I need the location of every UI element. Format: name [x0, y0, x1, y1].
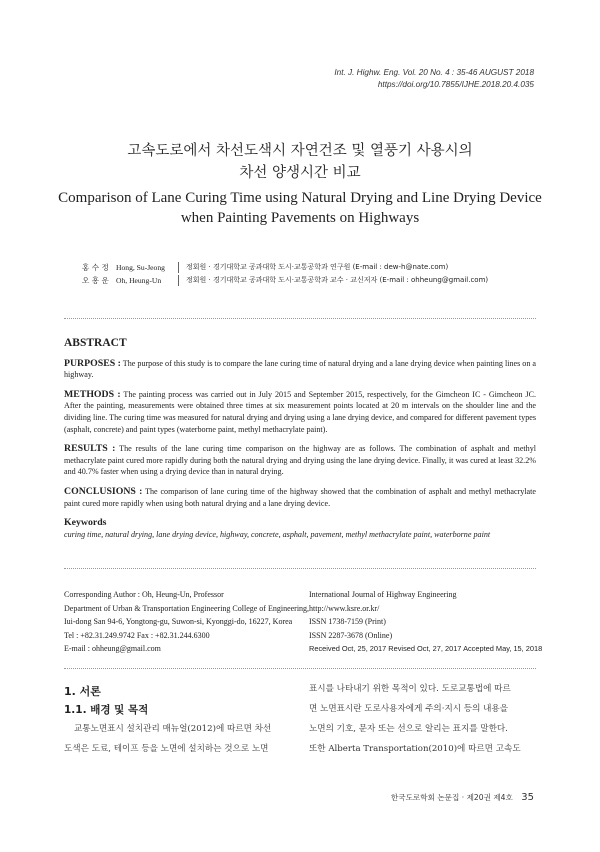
abstract-purposes — [64, 358, 536, 381]
title-english-line-1: Comparison of Lane Curing Time using Natural Drying and Line Drying Device — [58, 190, 542, 206]
abstract-methods — [64, 389, 536, 435]
footer-journal: 한국도로학회 논문집 · 제20권 제4호 — [390, 793, 513, 802]
author-list — [82, 261, 488, 287]
subsection-heading: 1.1. 배경 및 목적 — [64, 704, 149, 716]
divider-dotted — [64, 318, 536, 319]
journal-info-block — [309, 588, 543, 656]
purposes-label: PURPOSES : — [64, 357, 121, 369]
title-korean-line-2: 차선 양생시간 비교 — [239, 165, 361, 181]
body-column-left — [64, 720, 296, 759]
methods-text: The painting process was carried out in July 2015 and September 2015, respectively, for the Gimcheon IC - Gimcheon JC. After the painting, measurements were obtained three times at six measurement points located at 20 m intervals on the shoulder line and the dividing line. The curing time was measured for natural drying and drying using a lane drying device, and compared for different pavement types (asphalt, concrete) and paint types (waterborne paint, methyl methacrylate paint). — [64, 389, 536, 434]
section-heading: 1. 서론 — [64, 685, 101, 698]
body-line: 도색은 도료, 테이프 등을 노면에 설치하는 것으로 노면 — [64, 743, 269, 754]
corresponding-author: Corresponding Author : Oh, Heung-Un, Professor — [64, 590, 224, 599]
abstract-heading: ABSTRACT — [64, 337, 127, 349]
body-line: 노면의 기호, 문자 또는 선으로 알리는 표지를 말한다. — [309, 724, 508, 734]
author-affiliation: 정회원 · 경기대학교 공과대학 도시·교통공학과 연구원 (E-mail : dew-h@nate.com) — [186, 263, 449, 271]
corresponding-phone: Tel : +82.31.249.9742 Fax : +82.31.244.6300 — [64, 630, 210, 640]
author-divider — [178, 262, 179, 273]
body-line: 교통노면표시 설치관리 매뉴얼(2012)에 따르면 차선 — [74, 724, 272, 734]
results-label: RESULTS : — [64, 443, 116, 455]
journal-citation: Int. J. Highw. Eng. Vol. 20 No. 4 : 35-46 AUGUST 2018 — [334, 68, 534, 77]
conclusions-text: The comparison of lane curing time of the highway showed that the combination of asphalt and methyl methacrylate paint cured more rapidly when using both natural drying and a lane drying device. — [64, 486, 536, 508]
page-footer — [391, 792, 534, 803]
divider-dotted — [64, 668, 536, 669]
journal-url[interactable]: http://www.ksre.or.kr/ — [309, 603, 380, 613]
conclusions-label: CONCLUSIONS : — [64, 485, 143, 497]
abstract-conclusions — [64, 486, 536, 509]
author-row — [82, 261, 488, 274]
methods-label: METHODS : — [64, 388, 121, 400]
divider-dotted — [64, 568, 536, 569]
journal-header — [334, 67, 534, 91]
corresponding-dept: Department of Urban & Transportation Engineering College of Engineering, — [64, 603, 310, 613]
author-name-korean: 오 흥 운 — [82, 276, 109, 285]
title-korean-line-1: 고속도로에서 차선도색시 자연건조 및 열풍기 사용시의 — [127, 143, 473, 159]
author-name-english: Oh, Heung-Un — [116, 276, 162, 285]
corresponding-address: Iui-dong San 94-6, Yongtong-gu, Suwon-si, Kyonggi-do, 16227, Korea — [64, 617, 293, 627]
body-line: 표시를 나타내기 위한 목적이 있다. 도로교통법에 따르 — [309, 684, 511, 694]
keywords-text: curing time, natural drying, lane drying device, highway, concrete, asphalt, pavement, methyl methacrylate paint, waterborne paint — [64, 529, 491, 539]
author-divider — [178, 275, 179, 286]
body-column-right — [309, 679, 537, 759]
results-text: The results of the lane curing time comparison on the highway are as follows. The combination of asphalt and methyl methacrylate paint cured more rapidly during both the natural drying and drying using the lane drying device. Finally, it was cured at least 32.2% and 40.7% faster when using a drying device than in natural drying. — [64, 444, 536, 477]
issn-print: ISSN 1738-7159 (Print) — [309, 617, 386, 627]
title-english-line-2: when Painting Pavements on Highways — [180, 210, 420, 226]
journal-name: International Journal of Highway Engineering — [309, 590, 457, 599]
purposes-text: The purpose of this study is to compare the lane curing time of natural drying and a lane drying device when painting lines on a highway. — [64, 358, 536, 380]
correspondence-block — [64, 588, 310, 656]
corresponding-email[interactable]: E-mail : ohheung@gmail.com — [64, 644, 161, 654]
author-name-english: Hong, Su-Jeong — [116, 263, 165, 272]
body-line: 면 노면표시란 도로사용자에게 주의·지시 등의 내용을 — [309, 704, 509, 714]
body-line: 또한 Alberta Transportation(2010)에 따르면 고속도 — [309, 744, 521, 754]
abstract-results — [64, 443, 536, 478]
received-dates: Received Oct, 25, 2017 Revised Oct, 27, 2017 Accepted May, 15, 2018 — [309, 644, 543, 654]
doi-link[interactable]: https://doi.org/10.7855/IJHE.2018.20.4.035 — [377, 80, 534, 89]
page-number: 35 — [521, 792, 534, 803]
author-row — [82, 274, 488, 287]
abstract-section — [64, 338, 536, 540]
author-affiliation: 정회원 · 경기대학교 공과대학 도시·교통공학과 교수 · 교신저자 (E-mail : ohheung@gmail.com) — [186, 276, 489, 284]
issn-online: ISSN 2287-3678 (Online) — [309, 630, 393, 640]
keywords-label: Keywords — [64, 517, 107, 529]
author-name-korean: 홍 수 정 — [82, 263, 109, 272]
